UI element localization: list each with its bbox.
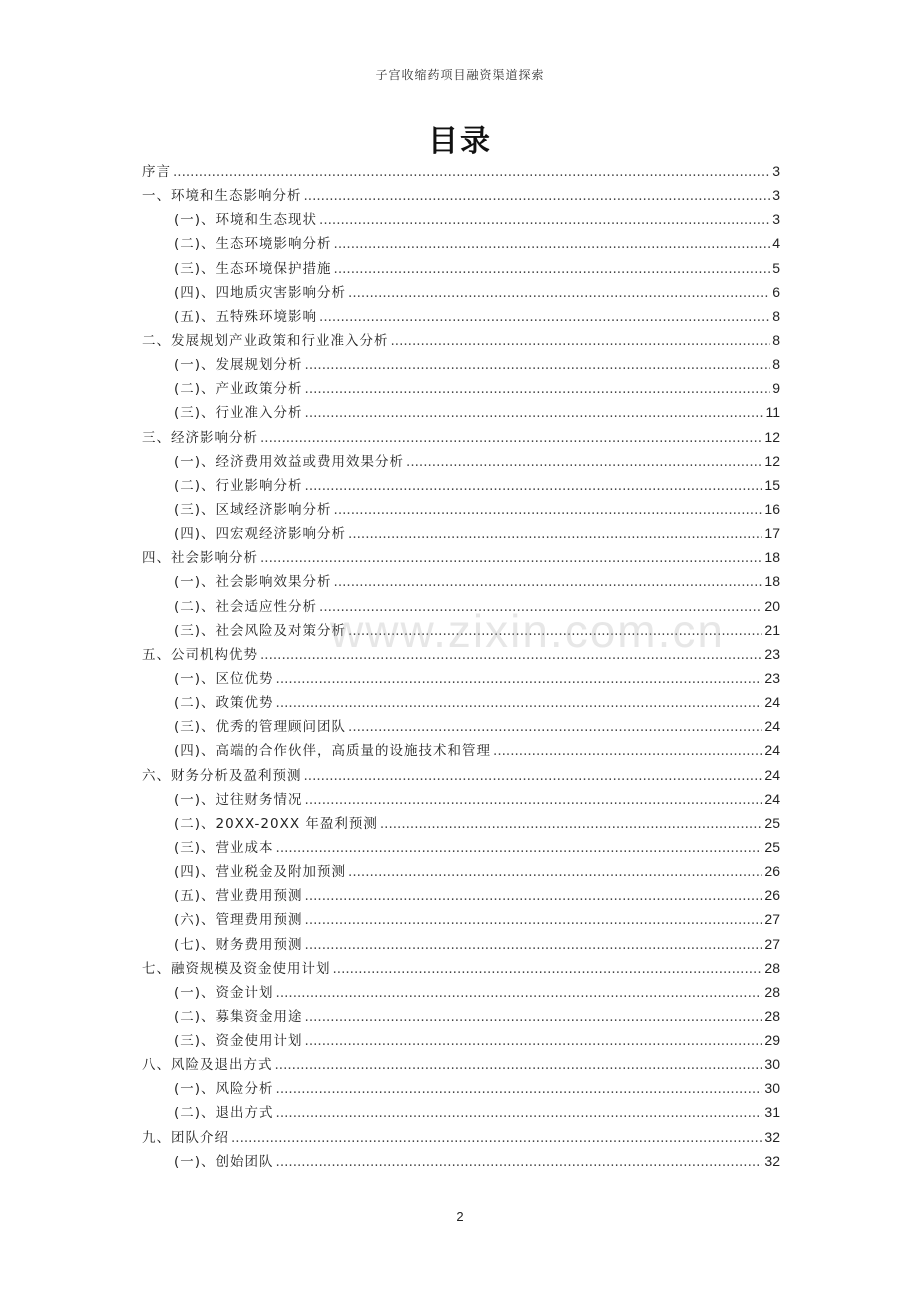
toc-subsection-entry[interactable] bbox=[142, 257, 780, 281]
toc-subsection-entry[interactable] bbox=[142, 1029, 780, 1053]
toc-subsection-entry[interactable] bbox=[142, 1150, 780, 1174]
toc-entry-label: (六)、管理费用预测 bbox=[174, 912, 303, 929]
toc-entry-page: 27 bbox=[764, 935, 780, 952]
toc-subsection-entry[interactable] bbox=[142, 281, 780, 305]
toc-subsection-entry[interactable] bbox=[142, 570, 780, 594]
toc-dot-leader bbox=[334, 261, 771, 277]
toc-entry-label: (三)、优秀的管理顾问团队 bbox=[174, 719, 347, 736]
toc-entry-page: 18 bbox=[764, 549, 780, 566]
toc-subsection-entry[interactable] bbox=[142, 1101, 780, 1125]
toc-entry-label: (四)、四地质灾害影响分析 bbox=[174, 284, 347, 301]
toc-entry-label: 四、社会影响分析 bbox=[142, 550, 258, 567]
toc-entry-page: 29 bbox=[764, 1032, 780, 1049]
toc-dot-leader bbox=[348, 719, 762, 735]
toc-entry-page: 27 bbox=[764, 911, 780, 928]
toc-dot-leader bbox=[333, 961, 763, 977]
toc-dot-leader bbox=[276, 671, 763, 687]
toc-entry-page: 24 bbox=[764, 694, 780, 711]
toc-dot-leader bbox=[260, 647, 762, 663]
toc-entry-page: 16 bbox=[764, 500, 780, 517]
toc-entry-page: 30 bbox=[764, 1080, 780, 1097]
toc-dot-leader bbox=[334, 502, 763, 518]
toc-entry-page: 31 bbox=[764, 1104, 780, 1121]
toc-subsection-entry[interactable] bbox=[142, 522, 780, 546]
toc-entry-page: 24 bbox=[764, 718, 780, 735]
toc-entry-label: 二、发展规划产业政策和行业准入分析 bbox=[142, 332, 389, 349]
toc-dot-leader bbox=[276, 985, 763, 1001]
toc-section-entry[interactable] bbox=[142, 957, 780, 981]
toc-subsection-entry[interactable] bbox=[142, 667, 780, 691]
toc-entry-label: (二)、募集资金用途 bbox=[174, 1008, 303, 1025]
toc-entry-page: 24 bbox=[764, 742, 780, 759]
toc-entry-page: 6 bbox=[772, 283, 780, 300]
toc-subsection-entry[interactable] bbox=[142, 305, 780, 329]
toc-entry-label: (二)、生态环境影响分析 bbox=[174, 236, 332, 253]
toc-entry-page: 23 bbox=[764, 645, 780, 662]
toc-entry-page: 8 bbox=[772, 307, 780, 324]
toc-dot-leader bbox=[334, 236, 771, 252]
toc-dot-leader bbox=[276, 1105, 763, 1121]
toc-entry-page: 26 bbox=[764, 887, 780, 904]
toc-dot-leader bbox=[406, 454, 762, 470]
toc-entry-page: 25 bbox=[764, 814, 780, 831]
toc-section-entry[interactable] bbox=[142, 1126, 780, 1150]
toc-subsection-entry[interactable] bbox=[142, 908, 780, 932]
toc-entry-page: 21 bbox=[764, 621, 780, 638]
toc-subsection-entry[interactable] bbox=[142, 860, 780, 884]
toc-entry-page: 26 bbox=[764, 863, 780, 880]
toc-dot-leader bbox=[305, 792, 763, 808]
toc-entry-page: 5 bbox=[772, 259, 780, 276]
toc-entry-page: 24 bbox=[764, 766, 780, 783]
toc-dot-leader bbox=[319, 309, 770, 325]
toc-entry-page: 3 bbox=[772, 163, 780, 179]
toc-dot-leader bbox=[304, 768, 763, 784]
toc-entry-label: (三)、行业准入分析 bbox=[174, 405, 303, 422]
toc-dot-leader bbox=[173, 164, 770, 180]
toc-dot-leader bbox=[276, 1081, 763, 1097]
toc-entry-label: (三)、生态环境保护措施 bbox=[174, 260, 332, 277]
toc-entry-page: 17 bbox=[764, 525, 780, 542]
toc-entry-label: (一)、风险分析 bbox=[174, 1081, 274, 1098]
toc-dot-leader bbox=[493, 743, 762, 759]
toc-entry-label: (二)、社会适应性分析 bbox=[174, 598, 318, 615]
toc-entry-label: (五)、五特殊环境影响 bbox=[174, 308, 318, 325]
toc-section-entry[interactable] bbox=[142, 643, 780, 667]
toc-dot-leader bbox=[348, 623, 762, 639]
toc-dot-leader bbox=[305, 1009, 763, 1025]
toc-entry-page: 3 bbox=[772, 187, 780, 204]
toc-section-entry[interactable] bbox=[142, 426, 780, 450]
toc-entry-page: 15 bbox=[764, 476, 780, 493]
toc-entry-label: 三、经济影响分析 bbox=[142, 429, 258, 446]
toc-dot-leader bbox=[348, 526, 762, 542]
toc-entry-label: (四)、营业税金及附加预测 bbox=[174, 864, 347, 881]
toc-entry-label: 七、融资规模及资金使用计划 bbox=[142, 960, 331, 977]
toc-entry-label: (一)、环境和生态现状 bbox=[174, 212, 318, 229]
toc-subsection-entry[interactable] bbox=[142, 232, 780, 256]
toc-subsection-entry[interactable] bbox=[142, 981, 780, 1005]
toc-subsection-entry[interactable] bbox=[142, 884, 780, 908]
toc-dot-leader bbox=[305, 912, 763, 928]
toc-subsection-entry[interactable] bbox=[142, 788, 780, 812]
toc-entry-page: 32 bbox=[764, 1128, 780, 1145]
toc-subsection-entry[interactable] bbox=[142, 691, 780, 715]
toc-subsection-entry[interactable] bbox=[142, 715, 780, 739]
toc-dot-leader bbox=[305, 357, 771, 373]
toc-section-entry[interactable] bbox=[142, 546, 780, 570]
toc-entry-label: (三)、营业成本 bbox=[174, 839, 274, 856]
toc-entry-page: 24 bbox=[764, 790, 780, 807]
toc-entry-label: (一)、资金计划 bbox=[174, 984, 274, 1001]
toc-section-entry[interactable] bbox=[142, 329, 780, 353]
toc-dot-leader bbox=[305, 405, 764, 421]
toc-dot-leader bbox=[348, 285, 770, 301]
toc-entry-label: 一、环境和生态影响分析 bbox=[142, 188, 302, 205]
toc-entry-page: 12 bbox=[764, 428, 780, 445]
toc-entry-label: (七)、财务费用预测 bbox=[174, 936, 303, 953]
toc-entry-label: (二)、行业影响分析 bbox=[174, 477, 303, 494]
toc-entry-label: 序言 bbox=[142, 164, 171, 180]
toc-entry-label: (一)、经济费用效益或费用效果分析 bbox=[174, 453, 405, 470]
toc-dot-leader bbox=[305, 1033, 763, 1049]
toc-subsection-entry[interactable] bbox=[142, 474, 780, 498]
toc-entry-page: 8 bbox=[772, 356, 780, 373]
toc-subsection-entry[interactable] bbox=[142, 619, 780, 643]
toc-entry-label: (二)、20XX-20XX 年盈利预测 bbox=[174, 815, 378, 832]
toc-entry-label: (二)、退出方式 bbox=[174, 1105, 274, 1122]
toc-dot-leader bbox=[305, 888, 763, 904]
toc-section-entry[interactable] bbox=[142, 160, 780, 184]
toc-entry-label: (一)、发展规划分析 bbox=[174, 357, 303, 374]
toc-entry-label: (一)、过往财务情况 bbox=[174, 791, 303, 808]
toc-entry-page: 25 bbox=[764, 838, 780, 855]
toc-entry-label: (二)、政策优势 bbox=[174, 695, 274, 712]
toc-entry-label: (四)、四宏观经济影响分析 bbox=[174, 526, 347, 543]
toc-entry-page: 18 bbox=[764, 573, 780, 590]
toc-dot-leader bbox=[304, 188, 771, 204]
toc-entry-label: 六、财务分析及盈利预测 bbox=[142, 767, 302, 784]
toc-entry-page: 8 bbox=[772, 331, 780, 348]
toc-entry-label: (五)、营业费用预测 bbox=[174, 888, 303, 905]
toc-entry-page: 4 bbox=[772, 235, 780, 252]
toc-dot-leader bbox=[334, 574, 763, 590]
toc-entry-page: 28 bbox=[764, 983, 780, 1000]
toc-dot-leader bbox=[231, 1130, 762, 1146]
toc-subsection-entry[interactable] bbox=[142, 353, 780, 377]
toc-dot-leader bbox=[380, 816, 763, 832]
toc-subsection-entry[interactable] bbox=[142, 208, 780, 232]
toc-dot-leader bbox=[260, 550, 762, 566]
toc-subsection-entry[interactable] bbox=[142, 595, 780, 619]
table-of-contents bbox=[142, 160, 780, 1174]
toc-section-entry[interactable] bbox=[142, 764, 780, 788]
toc-entry-label: (三)、社会风险及对策分析 bbox=[174, 622, 347, 639]
toc-entry-label: (二)、产业政策分析 bbox=[174, 381, 303, 398]
toc-dot-leader bbox=[276, 1154, 763, 1170]
toc-entry-label: (四)、高端的合作伙伴，高质量的设施技术和管理 bbox=[174, 743, 492, 760]
toc-entry-label: (一)、社会影响效果分析 bbox=[174, 574, 332, 591]
toc-section-entry[interactable] bbox=[142, 1053, 780, 1077]
toc-entry-page: 28 bbox=[764, 1007, 780, 1024]
toc-subsection-entry[interactable] bbox=[142, 401, 780, 425]
toc-dot-leader bbox=[305, 381, 771, 397]
toc-dot-leader bbox=[391, 333, 771, 349]
page-title: 目录 bbox=[428, 124, 492, 159]
toc-entry-page: 30 bbox=[764, 1056, 780, 1073]
toc-dot-leader bbox=[260, 430, 762, 446]
toc-dot-leader bbox=[319, 599, 762, 615]
toc-dot-leader bbox=[276, 695, 763, 711]
toc-subsection-entry[interactable] bbox=[142, 498, 780, 522]
toc-entry-page: 3 bbox=[772, 211, 780, 228]
toc-dot-leader bbox=[305, 478, 763, 494]
toc-entry-page: 20 bbox=[764, 597, 780, 614]
toc-dot-leader bbox=[305, 937, 763, 953]
toc-subsection-entry[interactable] bbox=[142, 933, 780, 957]
toc-entry-label: (三)、资金使用计划 bbox=[174, 1033, 303, 1050]
toc-subsection-entry[interactable] bbox=[142, 1005, 780, 1029]
toc-subsection-entry[interactable] bbox=[142, 450, 780, 474]
toc-dot-leader bbox=[276, 840, 763, 856]
toc-entry-page: 12 bbox=[764, 452, 780, 469]
toc-entry-page: 23 bbox=[764, 669, 780, 686]
toc-entry-page: 32 bbox=[764, 1152, 780, 1169]
toc-subsection-entry[interactable] bbox=[142, 812, 780, 836]
toc-entry-label: (一)、区位优势 bbox=[174, 670, 274, 687]
document-header: 子宫收缩药项目融资渠道探索 bbox=[375, 68, 545, 82]
toc-subsection-entry[interactable] bbox=[142, 836, 780, 860]
toc-entry-label: 五、公司机构优势 bbox=[142, 646, 258, 663]
toc-subsection-entry[interactable] bbox=[142, 1077, 780, 1101]
toc-dot-leader bbox=[275, 1057, 763, 1073]
toc-dot-leader bbox=[348, 864, 762, 880]
toc-subsection-entry[interactable] bbox=[142, 377, 780, 401]
toc-entry-page: 11 bbox=[765, 404, 780, 421]
toc-entry-label: 九、团队介绍 bbox=[142, 1129, 229, 1146]
toc-subsection-entry[interactable] bbox=[142, 739, 780, 763]
toc-dot-leader bbox=[319, 212, 770, 228]
watermark: www.zixin.com.cn bbox=[330, 605, 725, 657]
toc-entry-label: (三)、区域经济影响分析 bbox=[174, 501, 332, 518]
toc-entry-page: 9 bbox=[772, 380, 780, 397]
toc-entry-page: 28 bbox=[764, 959, 780, 976]
page-number: 2 bbox=[456, 1209, 464, 1224]
toc-entry-label: 八、风险及退出方式 bbox=[142, 1057, 273, 1074]
toc-entry-label: (一)、创始团队 bbox=[174, 1153, 274, 1170]
toc-section-entry[interactable] bbox=[142, 184, 780, 208]
